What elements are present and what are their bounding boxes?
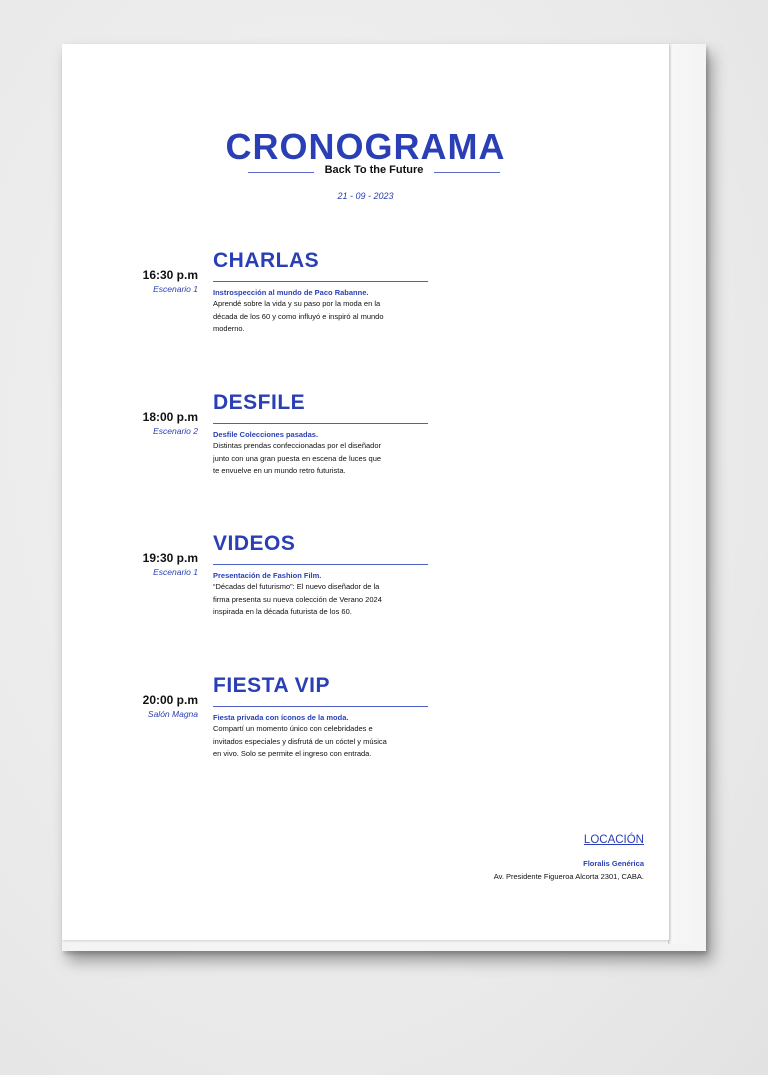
- event-time: 20:00 p.m: [142, 693, 198, 707]
- event-venue: Salón Magna: [147, 709, 198, 719]
- event-divider: [213, 423, 428, 424]
- document-date: 21 - 09 - 2023: [337, 191, 394, 201]
- document-title: CRONOGRAMA: [225, 126, 506, 167]
- subtitle-rule-right: [434, 172, 500, 173]
- subtitle-row: [248, 164, 500, 184]
- event-description: Compartí un momento único con celebridades e invitados especiales y disfrutá de un cóctel y música en vivo. Solo se permite el ingreso con entrada.: [213, 724, 387, 759]
- event-divider: [213, 281, 428, 282]
- document-sheet: [62, 44, 669, 940]
- event-charlas: [62, 249, 669, 379]
- event-venue: Escenario 1: [153, 284, 198, 294]
- event-desfile: [62, 391, 669, 521]
- event-fiesta-vip: [62, 674, 669, 804]
- event-time: 16:30 p.m: [142, 268, 198, 282]
- event-time: 19:30 p.m: [142, 551, 198, 565]
- event-venue: Escenario 2: [153, 426, 198, 436]
- event-headline: Presentación de Fashion Film.: [213, 571, 322, 580]
- event-headline: Fiesta privada con íconos de la moda.: [213, 713, 349, 722]
- location-address: Av. Presidente Figueroa Alcorta 2301, CABA.: [493, 872, 644, 881]
- event-title: DESFILE: [213, 391, 306, 414]
- event-headline: Desfile Colecciones pasadas.: [213, 430, 319, 439]
- event-description: Aprendé sobre la vida y su paso por la moda en la década de los 60 y como influyó e inspiró al mundo moderno.: [213, 299, 384, 334]
- event-divider: [213, 564, 428, 565]
- event-headline: Instrospección al mundo de Paco Rabanne.: [213, 288, 369, 297]
- event-videos: [62, 532, 669, 662]
- event-divider: [213, 706, 428, 707]
- event-title: VIDEOS: [213, 532, 296, 555]
- page-edge: [668, 44, 699, 944]
- event-time: 18:00 p.m: [142, 410, 198, 424]
- event-description: “Décadas del futurismo”: El nuevo diseñador de la firma presenta su nueva colección de Verano 2024 inspirada en la década futurista de los 60.: [213, 582, 382, 617]
- event-venue: Escenario 1: [153, 567, 198, 577]
- event-description: Distintas prendas confeccionadas por el diseñador junto con una gran puesta en escena de luces que te envuelve en un mundo retro futurista.: [213, 441, 382, 476]
- location-title: LOCACIÓN: [583, 834, 644, 846]
- event-title: CHARLAS: [213, 249, 320, 272]
- document-subtitle: Back To the Future: [324, 164, 424, 176]
- location-name: Floralis Genérica: [583, 859, 644, 868]
- event-title: FIESTA VIP: [213, 674, 331, 697]
